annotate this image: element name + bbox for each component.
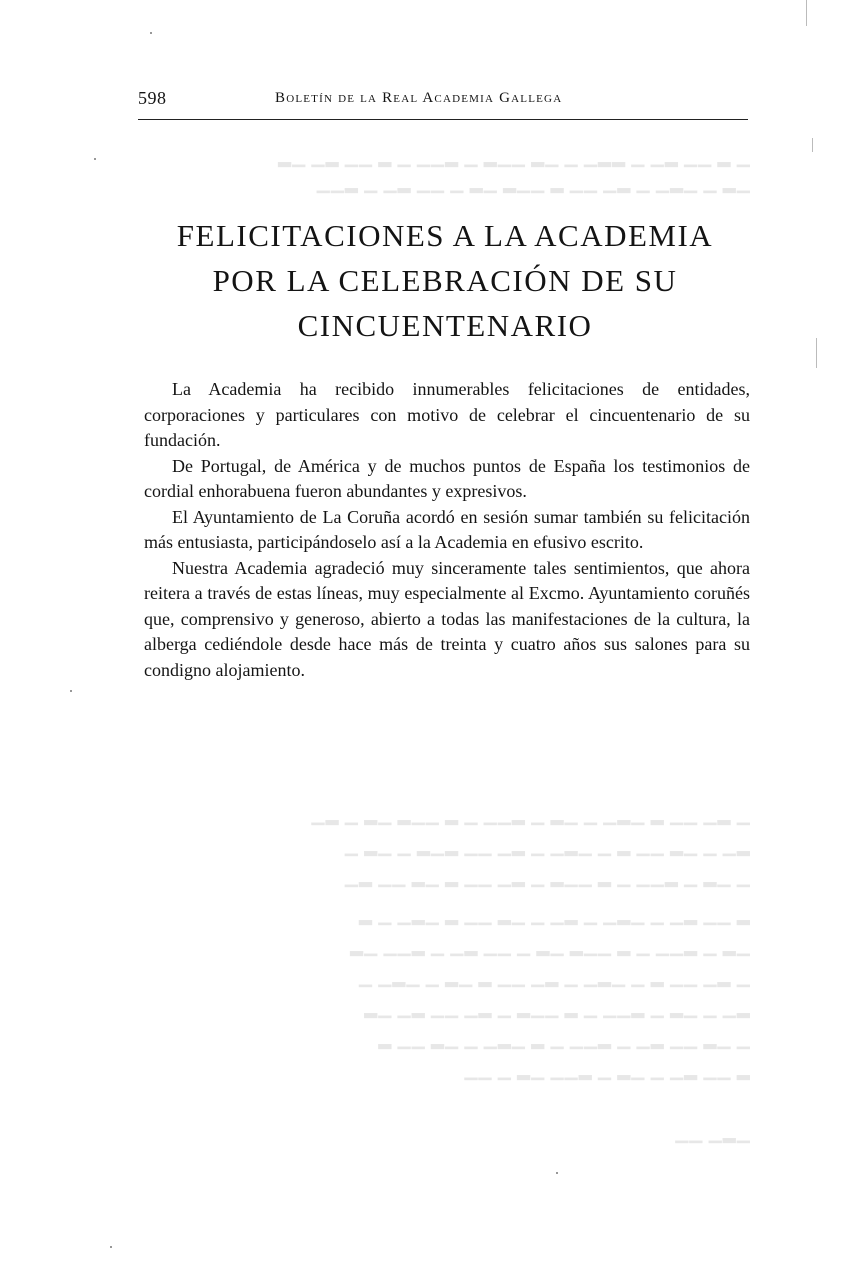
bleed-through-texture: ▂ ▁▁ ▂▁ ▁ ▁▂▁ ▁ ▂▁ ▁ ▁▂ ▁▁ ▂ ▁▂▁ ▁ ▂: [358, 906, 750, 925]
scan-speck: [70, 690, 72, 692]
scan-speck: [110, 1246, 112, 1248]
title-line: CINCUENTENARIO: [297, 307, 593, 343]
scan-speck: [94, 158, 96, 160]
bleed-through-texture: ▁▂ ▁ ▂▁▁ ▁ ▂ ▁▁▂ ▁▂ ▁ ▁▁ ▂▁ ▁ ▂▁▁ ▁▂: [349, 937, 750, 956]
paragraph: El Ayuntamiento de La Coruña acordó en sesión sumar también su felicitación más entusiasta, participándoselo así a la Academia en efusivo escrito.: [144, 506, 750, 552]
page-number: 598: [138, 88, 167, 108]
scan-speck: [556, 1172, 558, 1174]
article-body: [144, 377, 750, 683]
bleed-through-texture: ▁▂▁ ▁▁: [674, 1124, 750, 1143]
article-title: [140, 213, 750, 348]
title-line: FELICITACIONES A LA ACADEMIA: [176, 217, 714, 253]
bleed-through-texture: ▁ ▂▁ ▁▁ ▂ ▁ ▁▂▁ ▁ ▂▁ ▁▁ ▂ ▁▂ ▁ ▁▂▁ ▁: [358, 968, 750, 987]
running-header: [138, 88, 748, 118]
title-line: POR LA CELEBRACIÓN DE SU: [212, 262, 678, 298]
bleed-through-texture: ▁ ▁▂ ▁▁ ▂▁ ▁ ▂▁▁ ▁ ▂ ▁▂▁ ▁ ▁▂ ▁▁ ▂: [377, 1030, 750, 1049]
bleed-through-texture: ▂▁ ▁ ▁▂ ▁▁ ▂ ▁ ▁▂▁ ▁ ▂▁ ▁▁ ▂▁▂ ▁ ▁▂ ▁: [343, 837, 750, 856]
scan-mark: [816, 338, 817, 368]
scan-speck: [150, 32, 152, 34]
scan-mark: [812, 138, 813, 152]
scan-mark: [806, 0, 807, 26]
bleed-through-texture: ▂▁ ▁ ▁▂ ▁ ▂▁▁ ▁ ▂ ▁▁▂ ▁ ▂▁ ▁▁ ▂▁ ▁▂: [363, 999, 750, 1018]
bleed-through-texture: ▁ ▂ ▁▁ ▂▁ ▁ ▂▂▁ ▁ ▁▂ ▁▁▂ ▁ ▂▁▁ ▁ ▂ ▁▁ ▂▁ ▁▂: [277, 148, 750, 167]
paragraph: La Academia ha recibido innumerables felicitaciones de entidades, corporaciones y particulares con motivo de celebrar el cincuentenario de su fundación.: [144, 379, 750, 450]
bleed-through-texture: ▁ ▂▁ ▁▁ ▂ ▁▂▁ ▁ ▁▂ ▁ ▂▁▁ ▁ ▂ ▁▁▂ ▁▂ ▁ ▂▁: [310, 806, 750, 825]
paragraph: De Portugal, de América y de muchos puntos de España los testimonios de cordial enhorabuena fueron abundantes y expresivos.: [144, 455, 750, 501]
journal-title: Boletín de la Real Academia Gallega: [275, 90, 563, 106]
bleed-through-texture: ▁ ▁▂ ▁ ▂▁▁ ▁ ▂ ▁▁▂ ▁ ▂▁ ▁▁ ▂ ▁▂ ▁▁ ▂▁: [343, 868, 750, 887]
bleed-through-texture: ▂ ▁▁ ▂▁ ▁ ▁▂ ▁ ▂▁▁ ▁▂ ▁ ▁▁: [463, 1061, 750, 1080]
paragraph: Nuestra Academia agradeció muy sinceramente tales sentimientos, que ahora reitera a través de estas líneas, muy especialmente al Excmo. Ayuntamiento coruñés que, comprensivo y generoso, abierto a todas las manifestaciones de la cultura, la alberga cediéndole desde hace más de treinta y cuatro años sus salones para su condigno alojamiento.: [144, 557, 750, 680]
header-rule: [138, 119, 748, 120]
bleed-through-texture: ▁▂ ▁ ▁▂▁ ▁ ▂▁ ▁▁ ▂ ▁▁▂ ▁▂ ▁ ▁▁ ▂▁ ▁ ▂▁▁: [315, 174, 750, 193]
